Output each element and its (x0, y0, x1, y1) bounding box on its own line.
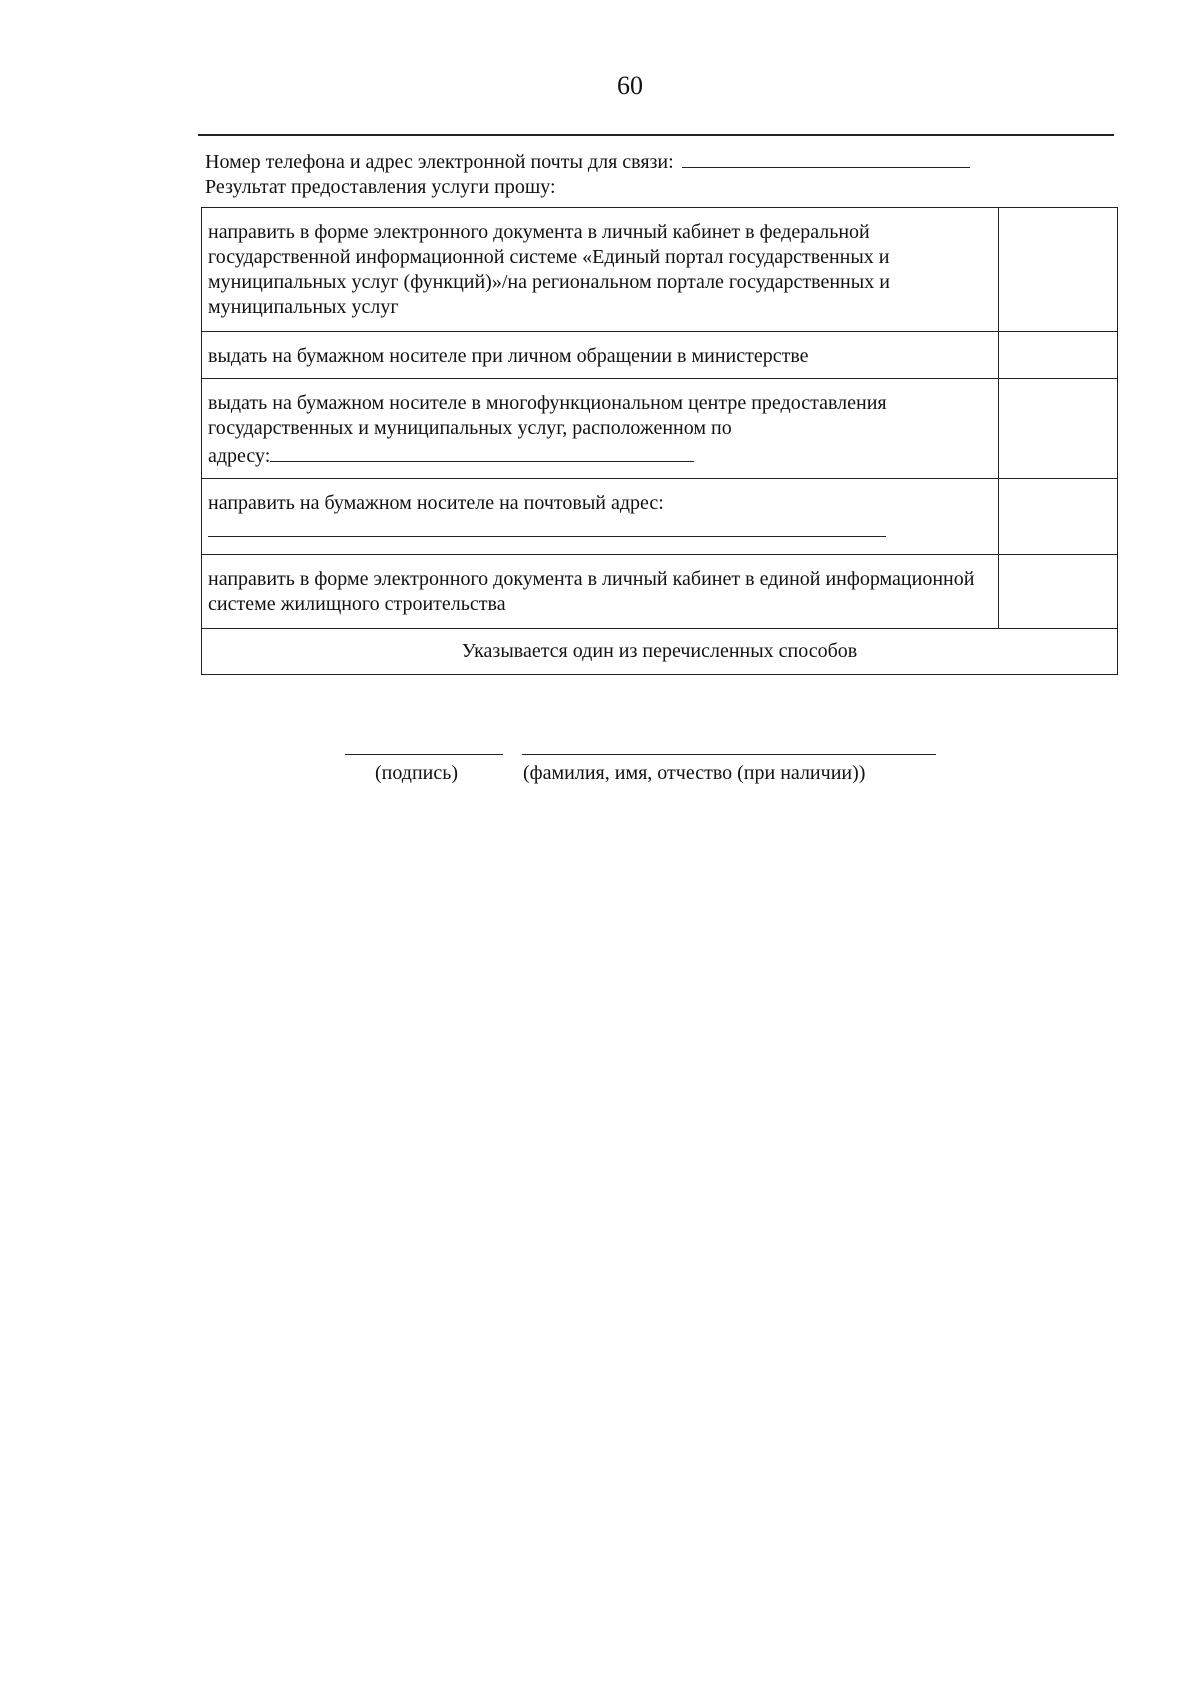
option-row-postal (202, 479, 1118, 555)
postal-address-blank[interactable] (208, 520, 886, 537)
contact-label: Номер телефона и адрес электронной почты для связи: (205, 151, 674, 173)
option-cell-postal (202, 479, 999, 555)
mfc-address-blank[interactable] (270, 441, 694, 462)
option-mark-postal[interactable] (999, 479, 1118, 555)
option-row-paper-mfc (202, 379, 1118, 479)
note-row (202, 629, 1118, 675)
option-cell-paper-mfc (202, 379, 999, 479)
option-text-paper-ministry: выдать на бумажном носителе при личном обращении в министерстве (202, 332, 999, 379)
full-name-caption: (фамилия, имя, отчество (при наличии)) (523, 762, 866, 784)
option-text-postal: направить на бумажном носителе на почтовый адрес: (208, 492, 664, 514)
option-row-electronic-housing (202, 555, 1118, 629)
note-text: Указывается один из перечисленных способов (202, 629, 1118, 675)
page-number: 60 (617, 71, 643, 100)
option-text-electronic-housing: направить в форме электронного документа в личный кабинет в единой информационной системе жилищного строительства (202, 555, 999, 629)
signature-caption: (подпись) (375, 762, 459, 784)
option-mark-electronic-portal[interactable] (999, 208, 1118, 332)
option-mark-paper-mfc[interactable] (999, 379, 1118, 479)
option-row-paper-ministry (202, 332, 1118, 379)
result-label: Результат предоставления услуги прошу: (205, 176, 556, 198)
contact-input-blank[interactable] (682, 149, 970, 168)
contact-line (205, 149, 970, 174)
header-rule (198, 134, 1114, 136)
delivery-options-table (201, 207, 1118, 675)
option-text-electronic-portal: направить в форме электронного документа в личный кабинет в федеральной государственной информационной системе «Единый портал государственных и муниципальных услуг (функций)»/на региональном портале государственных и муниципальных услуг (202, 208, 999, 332)
option-mark-paper-ministry[interactable] (999, 332, 1118, 379)
option-text-paper-mfc: выдать на бумажном носителе в многофункциональном центре предоставления государственных и муниципальных услуг, расположенном по (208, 392, 887, 439)
option-mark-electronic-housing[interactable] (999, 555, 1118, 629)
signature-blank[interactable] (345, 754, 503, 755)
mfc-address-label: адресу: (208, 445, 271, 467)
option-row-electronic-portal (202, 208, 1118, 332)
full-name-blank[interactable] (522, 754, 936, 755)
